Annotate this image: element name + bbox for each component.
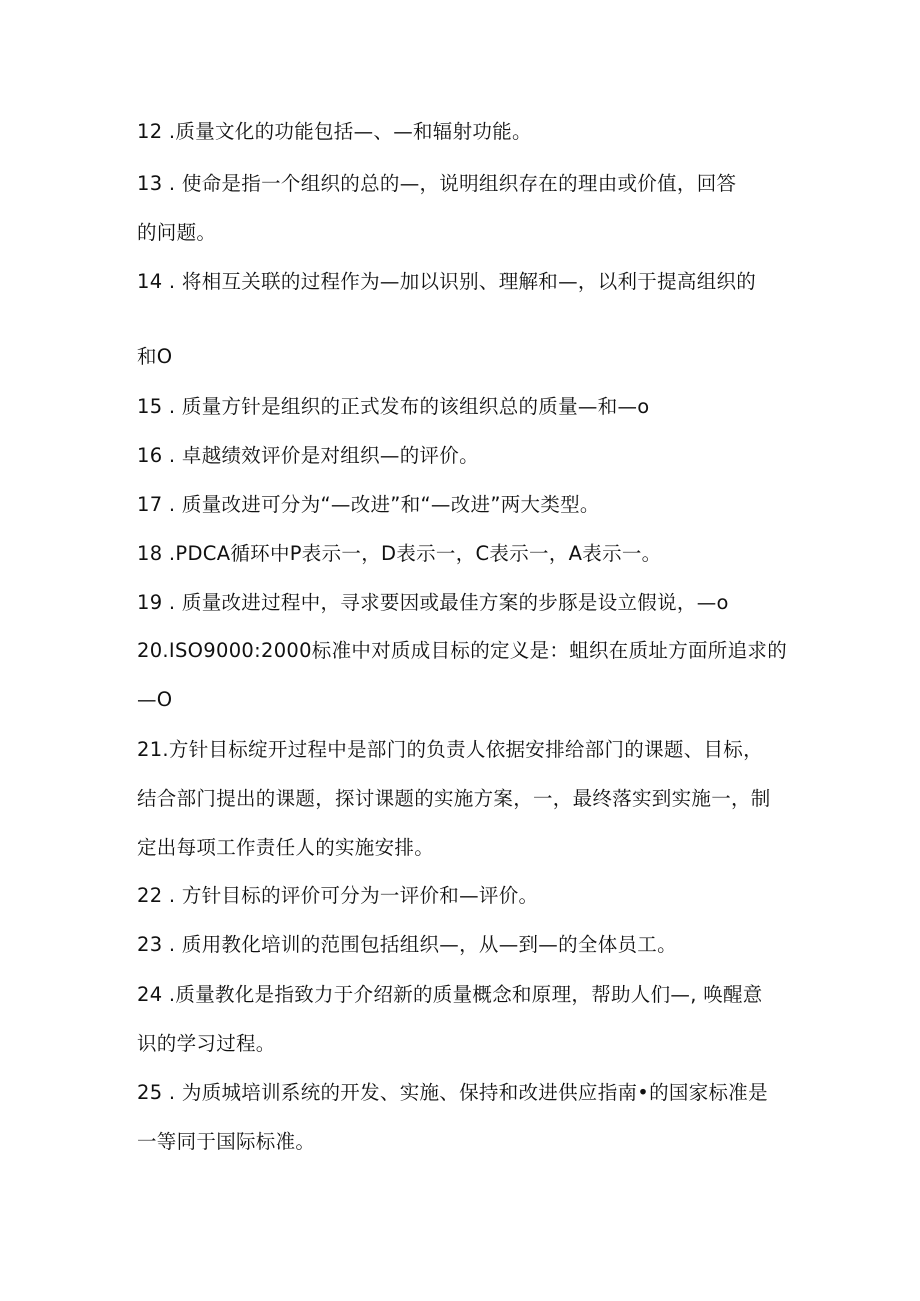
question-14-line-1: 14 . 将相互关联的过程作为—加以识别、理解和—，以利于提高组织的 <box>137 270 757 293</box>
question-19: 19 . 质量改进过程中，寻求要因或最佳方案的步豚是设立假说，—o <box>137 591 729 614</box>
question-12: 12 .质量文化的功能包括—、—和辐射功能。 <box>137 120 532 143</box>
question-21-line-2: 结合部门提出的课题，探讨课题的实施方案，一，最终落实到实施一，制 <box>137 787 771 810</box>
question-17: 17 . 质量改进可分为“—改进”和“—改进”两大类型。 <box>137 493 600 516</box>
question-25-line-1: 25 . 为质城培训系统的开发、实施、保持和改进供应指南•的国家标准是 <box>137 1081 768 1104</box>
question-14-line-2: 和O <box>137 345 173 368</box>
question-24-line-1: 24 .质量教化是指致力于介绍新的质量概念和原理，帮助人们—, 唤醒意 <box>137 983 763 1006</box>
question-21-line-1: 21.方针目标绽开过程中是部门的负责人依据安排给部门的课题、目标， <box>137 738 763 761</box>
question-18: 18 .PDCA循环中P表示一，D表示一，C表示一，A表示一。 <box>137 542 662 565</box>
question-16: 16 . 卓越绩效评价是对组织—的评价。 <box>137 444 479 467</box>
question-23: 23 . 质用教化培训的范围包括组织—，从—到—的全体员工。 <box>137 933 677 956</box>
question-22: 22 . 方针目标的评价可分为一评价和—评价。 <box>137 884 539 907</box>
question-15: 15 . 质量方针是组织的正式发布的该组织总的质量—和—o <box>137 395 650 418</box>
question-25-line-2: 一等同于国际标准。 <box>137 1130 316 1153</box>
question-20-line-1: 20.ISO9000:2000标准中对质成目标的定义是：蛆织在质址方面所追求的 <box>137 639 788 662</box>
question-20-line-2: —O <box>137 688 173 711</box>
question-13-line-2: 的问题。 <box>137 221 217 244</box>
question-21-line-3: 定出每项工作责任人的实施安排。 <box>137 836 435 859</box>
question-24-line-2: 识的学习过程。 <box>137 1032 276 1055</box>
question-13-line-1: 13 . 使命是指一个组织的总的—，说明组织存在的理由或价值，回答 <box>137 172 737 195</box>
